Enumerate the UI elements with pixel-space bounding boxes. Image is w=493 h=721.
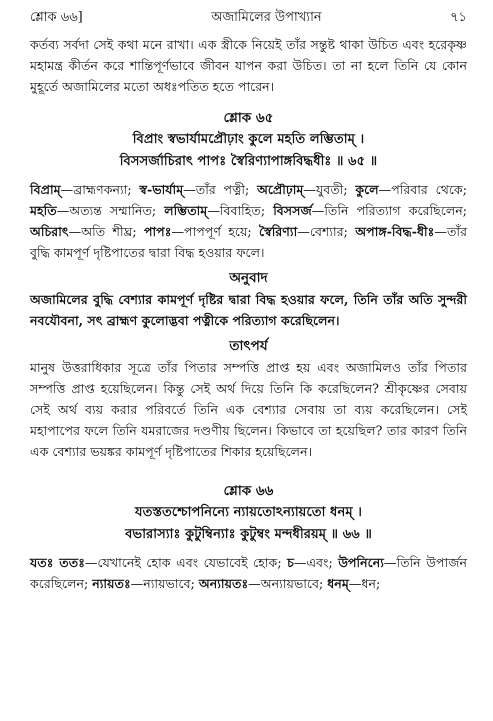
translation-text: অজামিলের বুদ্ধি বেশ্যার কামপূর্ণ দৃষ্টির দ্বারা বিদ্ধ হওয়ার ফলে, তিনি তাঁর অতি সুন্দরী নবযৌবনা, সৎ ব্রাহ্মণ কুলোদ্ভবা পত্নীকে পরিত্যাগ করেছিলেন। xyxy=(30,292,467,328)
synonym-term: বিসসর্জ xyxy=(273,203,312,218)
verse-reference: শ্লোক ৬৬] xyxy=(30,10,83,25)
page-number: ৭১ xyxy=(450,10,467,25)
synonym-meaning: —যেখানেই হোক এবং যেভাবেই হোক; xyxy=(84,555,288,570)
translation-heading: অনুবাদ xyxy=(229,270,268,286)
synonym-meaning: —বেশ্যার; xyxy=(297,224,356,239)
synonym-term: চ xyxy=(287,555,294,570)
synonym-meaning: —পরিবার থেকে; xyxy=(378,182,467,197)
verse-66-line-2: বভারাস্যাঃ কুটুম্বিন্যাঃ কুটুম্বং মন্দধীরয়ম্ ॥ ৬৬ ॥ xyxy=(125,527,372,542)
synonym-meaning: —এবং; xyxy=(293,555,339,570)
synonym-term: অপ্রৌঢ়াম্ xyxy=(256,182,304,197)
synonym-term: যতঃ ততঃ xyxy=(30,555,85,570)
verse-65-line-2: বিসসর্জাচিরাৎ পাপঃ স্বৈরিণ্যাপাঙ্গবিদ্ধধীঃ ॥ ৬৫ ॥ xyxy=(119,154,378,169)
synonym-term: ধনম্ xyxy=(327,576,349,591)
synonym-meaning: —অত্যন্ত সম্মানিত; xyxy=(56,203,165,218)
synonym-meaning: —ন্যায়ভাবে; xyxy=(130,576,199,591)
synonym-term: অপাঙ্গ-বিদ্ধ-ধীঃ xyxy=(355,224,435,239)
synonym-meaning: —তিনি উপার্জন করেছিলেন; xyxy=(30,555,467,591)
synonym-term: ন্যায়তঃ xyxy=(92,576,131,591)
synonym-meaning: —পাপপূর্ণ হয়ে; xyxy=(171,224,260,239)
synonym-meaning: —ব্রাহ্মণকন্যা; xyxy=(60,182,140,197)
synonym-term: লম্ভিতাম্ xyxy=(164,203,208,218)
synonym-meaning: —অতি শীঘ্র; xyxy=(68,224,144,239)
synonym-meaning: —যুবতী; xyxy=(303,182,356,197)
chapter-title: অজামিলের উপাখ্যান xyxy=(211,10,322,25)
verse-66-synonyms xyxy=(30,552,467,594)
purport-text: মানুষ উত্তরাধিকার সূত্রে তাঁর পিতার সম্পত্তি প্রাপ্ত হয় এবং অজামিলও তাঁর পিতার সম্পত্তি প্রাপ্ত হয়েছিলেন। কিন্তু সেই অর্থ দিয়ে তিনি কি করেছিলেন? শ্রীকৃষ্ণের সেবায় সেই অর্থ ব্যয় করার পরিবর্তে তিনি এক বেশ্যার সেবায় তা ব্যয় করেছিলেন। সেই মহাপাপের ফলে তিনি যমরাজের দণ্ডণীয় ছিলেন। কিভাবে তা হয়েছিল? তার কারণ তিনি এক বেশ্যার ভয়ঙ্কর কামপূর্ণ দৃষ্টিপাতের শিকার হয়েছিলেন। xyxy=(30,360,467,459)
synonym-term: মহতি xyxy=(30,203,57,218)
synonym-term: অচিরাৎ xyxy=(30,224,69,239)
verse-66-heading: শ্লোক ৬৬ xyxy=(223,483,274,499)
verse-66-line-1: যতস্ততশ্চোপনিন্যে ন্যায়তোঽন্যায়তো ধনম্ । xyxy=(135,505,362,520)
synonym-term: উপনিন্যে xyxy=(338,555,384,570)
synonym-meaning: —তাঁর পত্নী; xyxy=(183,182,257,197)
purport-heading: তাৎপর্য xyxy=(229,338,268,354)
verse-65-heading: শ্লোক ৬৫ xyxy=(223,110,274,126)
synonym-term: অন্যায়তঃ xyxy=(198,576,249,591)
synonym-meaning: —অন্যায়ভাবে; xyxy=(248,576,328,591)
synonym-term: বিপ্রাম্ xyxy=(30,182,61,197)
synonym-meaning: —বিবাহিত; xyxy=(207,203,274,218)
synonym-meaning: —তাঁর বুদ্ধি কামপূর্ণ দৃষ্টিপাতের দ্বারা বিদ্ধ হওয়ার ফলে। xyxy=(30,224,467,260)
synonym-term: পাপঃ xyxy=(143,224,172,239)
running-head xyxy=(30,0,467,30)
synonym-term: স্ব-ভার্যাম্ xyxy=(139,182,184,197)
synonym-meaning: —তিনি পরিত্যাগ করেছিলেন; xyxy=(311,203,467,218)
intro-paragraph: কর্তব্য সর্বদা সেই কথা মনে রাখা। এক স্ত্রীকে নিয়েই তাঁর সন্তুষ্ট থাকা উচিত এবং হরেকৃষ্ণ মহামন্ত্র কীর্তন করে শান্তিপূর্ণভাবে জীবন যাপন করা উচিত। তা না হলে তিনি যে কোন মুহূর্তে অজামিলের মতো অধঃপতিত হতে পারেন। xyxy=(30,37,467,94)
synonym-term: কুলে xyxy=(355,182,379,197)
verse-65-line-1: বিপ্রাং স্বভার্যামপ্রৌঢ়াং কুলে মহতি লম্ভিতাম্ । xyxy=(132,132,365,147)
verse-65-synonyms xyxy=(30,179,467,263)
synonym-meaning: —ধন; xyxy=(348,576,381,591)
synonym-term: স্বৈরিণ্যা xyxy=(259,224,298,239)
